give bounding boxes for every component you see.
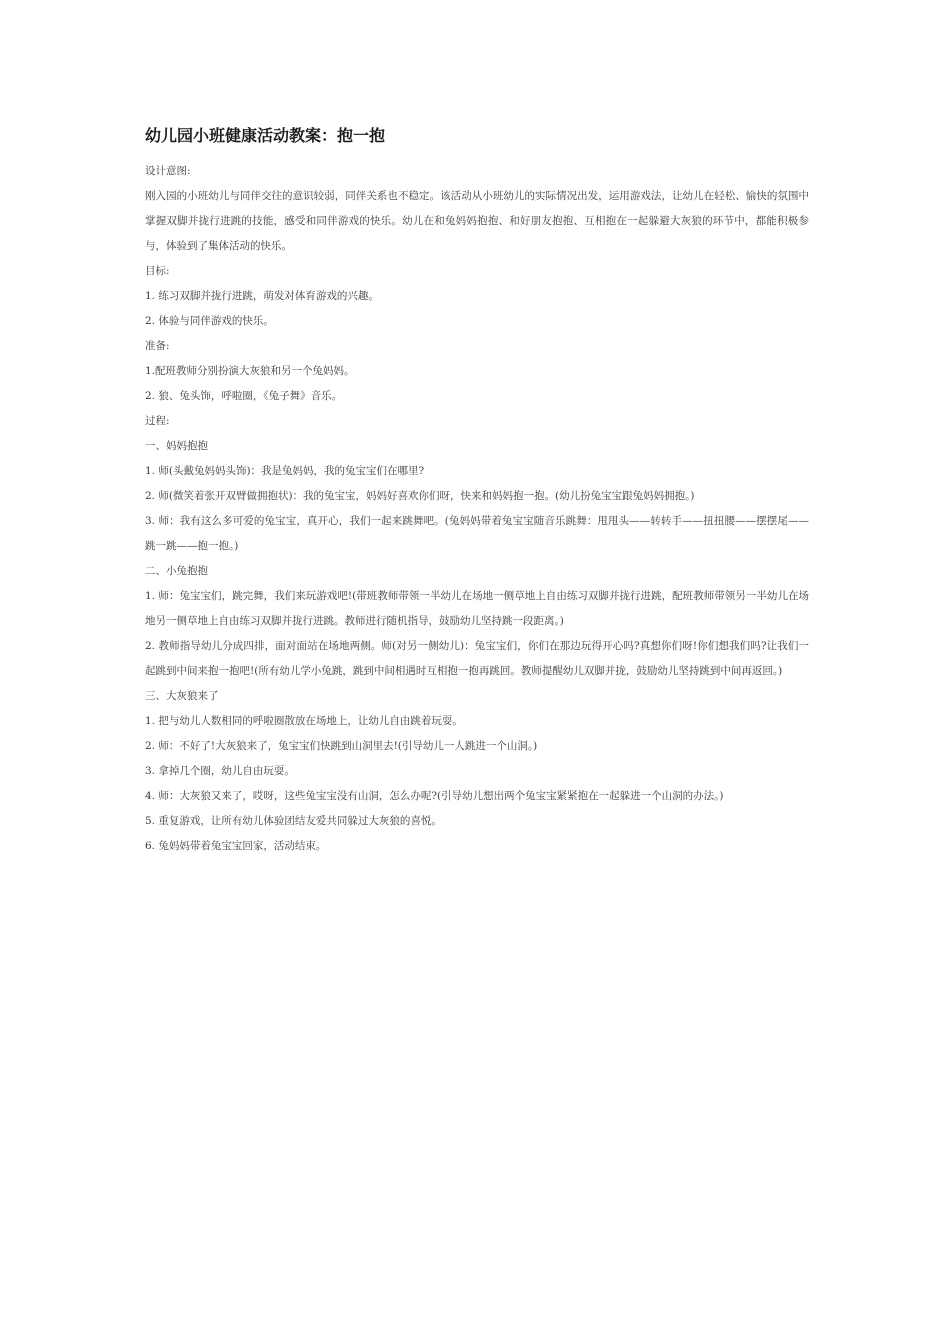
document-page [145, 125, 809, 859]
list-item: 2. 师：不好了!大灰狼来了，兔宝宝们快跳到山洞里去!(引导幼儿一人跳进一个山洞。) [145, 740, 538, 752]
list-item: 1. 把与幼儿人数相同的呼啦圈散放在场地上，让幼儿自由跳着玩耍。 [145, 715, 463, 727]
page-title: 幼儿园小班健康活动教案：抱一抱 [145, 126, 386, 145]
section-heading: 准备: [145, 340, 170, 352]
list-item: 2. 教师指导幼儿分成四排，面对面站在场地两侧。师(对另一侧幼儿)：兔宝宝们，你们在那边玩得开心吗?真想你们呀!你们想我们吗?让我们一起跳到中间来抱一抱吧!(所有幼儿学小兔跳，跳到中间相遇时互相抱一抱再跳回。教师提醒幼儿双脚并拢，鼓励幼儿坚持跳到中间再返回。) [145, 640, 809, 677]
subsection-heading: 二、小兔抱抱 [145, 565, 208, 577]
subsection-heading: 一、妈妈抱抱 [145, 440, 208, 452]
paragraph: 刚入园的小班幼儿与同伴交往的意识较弱，同伴关系也不稳定。该活动从小班幼儿的实际情况出发，运用游戏法，让幼儿在轻松、愉快的氛围中掌握双脚并拢行进跳的技能，感受和同伴游戏的快乐。幼儿在和兔妈妈抱抱、和好朋友抱抱、互相抱在一起躲避大灰狼的环节中，都能积极参与，体验到了集体活动的快乐。 [145, 190, 809, 252]
list-item: 1. 师(头戴兔妈妈头饰)：我是兔妈妈，我的兔宝宝们在哪里? [145, 465, 425, 477]
list-item: 2. 师(微笑着张开双臂做拥抱状)：我的兔宝宝，妈妈好喜欢你们呀，快来和妈妈抱一抱。(幼儿扮兔宝宝跟兔妈妈拥抱。) [145, 490, 695, 502]
list-item: 2. 体验与同伴游戏的快乐。 [145, 315, 274, 327]
list-item: 2. 狼、兔头饰，呼啦圈，《兔子舞》音乐。 [145, 390, 343, 402]
list-item: 1. 师：兔宝宝们，跳完舞，我们来玩游戏吧!(带班教师带领一半幼儿在场地一侧草地上自由练习双脚并拢行进跳，配班教师带领另一半幼儿在场地另一侧草地上自由练习双脚并拢行进跳。教师进行随机指导，鼓励幼儿坚持跳一段距离。) [145, 590, 809, 627]
list-item: 1.配班教师分别扮演大灰狼和另一个兔妈妈。 [145, 365, 355, 377]
document-body [145, 159, 809, 859]
subsection-heading: 三、大灰狼来了 [145, 690, 219, 702]
list-item: 4. 师：大灰狼又来了，哎呀，这些兔宝宝没有山洞，怎么办呢?(引导幼儿想出两个兔宝宝紧紧抱在一起躲进一个山洞的办法。) [145, 790, 724, 802]
list-item: 3. 拿掉几个圈，幼儿自由玩耍。 [145, 765, 295, 777]
list-item: 1. 练习双脚并拢行进跳，萌发对体育游戏的兴趣。 [145, 290, 379, 302]
section-heading: 设计意图: [145, 165, 191, 177]
list-item: 3. 师：我有这么多可爱的兔宝宝，真开心，我们一起来跳舞吧。(兔妈妈带着兔宝宝随音乐跳舞：甩甩头——转转手——扭扭腰——摆摆尾——跳一跳——抱一抱。) [145, 515, 809, 552]
section-heading: 目标: [145, 265, 170, 277]
section-heading: 过程: [145, 415, 170, 427]
list-item: 5. 重复游戏，让所有幼儿体验团结友爱共同躲过大灰狼的喜悦。 [145, 815, 442, 827]
list-item: 6. 兔妈妈带着兔宝宝回家，活动结束。 [145, 840, 327, 852]
